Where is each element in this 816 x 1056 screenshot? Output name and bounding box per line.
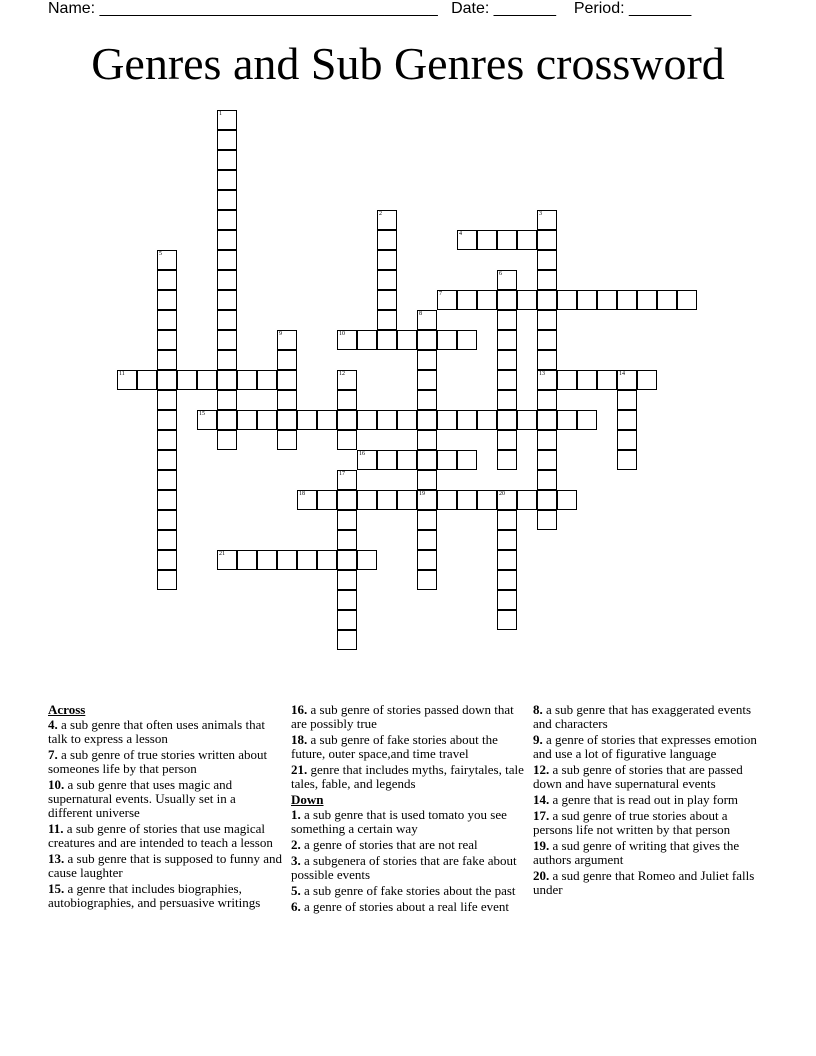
grid-cell[interactable] [617, 450, 637, 470]
cell-number: 13 [539, 371, 545, 377]
grid-cell[interactable] [337, 410, 357, 430]
clue-across-4: 4. a sub genre that often uses animals that talk to express a lesson [48, 717, 265, 746]
grid-cell[interactable] [357, 490, 377, 510]
grid-cell[interactable] [457, 330, 477, 350]
grid-cell[interactable] [237, 550, 257, 570]
grid-cell[interactable] [397, 450, 417, 470]
grid-cell[interactable] [377, 290, 397, 310]
clue-across-21: 21. genre that includes myths, fairytales, tale tales, fable, and legends [291, 762, 524, 791]
cell-number: 5 [159, 251, 162, 257]
period-line[interactable]: _______ [629, 0, 692, 17]
grid-cell[interactable] [277, 350, 297, 370]
cell-number: 15 [199, 411, 205, 417]
grid-cell[interactable] [417, 490, 437, 510]
clue-down-8: 8. a sub genre that has exaggerated events and characters [533, 702, 752, 731]
cell-number: 10 [339, 331, 345, 337]
grid-cell[interactable] [237, 410, 257, 430]
grid-cell[interactable] [557, 490, 577, 510]
grid-cell[interactable] [157, 310, 177, 330]
grid-cell[interactable] [337, 490, 357, 510]
grid-cell[interactable] [537, 490, 557, 510]
grid-cell[interactable] [217, 270, 237, 290]
grid-cell[interactable] [497, 490, 517, 510]
grid-cell[interactable] [357, 550, 377, 570]
grid-cell[interactable] [497, 450, 517, 470]
grid-cell[interactable] [217, 250, 237, 270]
grid-cell[interactable] [417, 350, 437, 370]
grid-cell[interactable] [217, 170, 237, 190]
grid-cell[interactable] [377, 310, 397, 330]
grid-cell[interactable] [497, 590, 517, 610]
cell-number: 18 [299, 491, 305, 497]
grid-cell[interactable] [217, 330, 237, 350]
grid-cell[interactable] [537, 350, 557, 370]
clue-across-13: 13. a sub genre that is supposed to funny and cause laughter [48, 851, 282, 880]
grid-cell[interactable] [677, 290, 697, 310]
date-label: Date: [451, 0, 490, 17]
grid-cell[interactable] [557, 410, 577, 430]
grid-cell[interactable] [617, 430, 637, 450]
grid-cell[interactable] [537, 430, 557, 450]
grid-cell[interactable] [437, 450, 457, 470]
grid-cell[interactable] [377, 410, 397, 430]
grid-cell[interactable] [537, 470, 557, 490]
down-heading: Down [291, 792, 324, 807]
cell-number: 19 [419, 491, 425, 497]
grid-cell[interactable] [417, 430, 437, 450]
clue-down-5: 5. a sub genre of fake stories about the past [291, 883, 516, 898]
grid-cell[interactable] [157, 390, 177, 410]
grid-cell[interactable] [377, 210, 397, 230]
grid-cell[interactable] [157, 570, 177, 590]
grid-cell[interactable] [157, 410, 177, 430]
grid-cell[interactable] [497, 370, 517, 390]
grid-cell[interactable] [417, 550, 437, 570]
clue-down-1: 1. a sub genre that is used tomato you see something a certain way [291, 807, 507, 836]
clue-down-6: 6. a genre of stories about a real life event [291, 899, 510, 914]
grid-cell[interactable] [617, 410, 637, 430]
grid-cell[interactable] [157, 430, 177, 450]
grid-cell[interactable] [417, 330, 437, 350]
grid-cell[interactable] [477, 290, 497, 310]
grid-cell[interactable] [457, 290, 477, 310]
cell-number: 3 [539, 211, 542, 217]
grid-cell[interactable] [297, 550, 317, 570]
grid-cell[interactable] [537, 330, 557, 350]
grid-cell[interactable] [637, 290, 657, 310]
grid-cell[interactable] [217, 550, 237, 570]
clue-across-18: 18. a sub genre of fake stories about the future, outer space,and time travel [291, 732, 498, 761]
grid-cell[interactable] [497, 390, 517, 410]
grid-cell[interactable] [417, 370, 437, 390]
grid-cell[interactable] [357, 330, 377, 350]
grid-cell[interactable] [217, 410, 237, 430]
grid-cell[interactable] [537, 410, 557, 430]
grid-cell[interactable] [197, 370, 217, 390]
clue-down-17: 17. a sud genre of true stories about a persons life not written by that person [533, 808, 731, 837]
grid-cell[interactable] [557, 290, 577, 310]
cell-number: 17 [339, 471, 345, 477]
across-heading: Across [48, 702, 86, 717]
grid-cell[interactable] [217, 110, 237, 130]
clues-column-1 [48, 703, 283, 912]
across-list-part-1 [48, 718, 283, 910]
grid-cell[interactable] [317, 550, 337, 570]
grid-cell[interactable] [337, 330, 357, 350]
grid-cell[interactable] [297, 410, 317, 430]
grid-cell[interactable] [277, 390, 297, 410]
clue-across-7: 7. a sub genre of true stories written about someones life by that person [48, 747, 268, 776]
grid-cell[interactable] [217, 310, 237, 330]
grid-cell[interactable] [137, 370, 157, 390]
grid-cell[interactable] [217, 210, 237, 230]
grid-cell[interactable] [337, 590, 357, 610]
grid-cell[interactable] [157, 270, 177, 290]
grid-cell[interactable] [157, 290, 177, 310]
page-title: Genres and Sub Genres crossword [91, 38, 725, 89]
grid-cell[interactable] [297, 490, 317, 510]
grid-cell[interactable] [517, 410, 537, 430]
clue-down-2: 2. a genre of stories that are not real [291, 837, 478, 852]
grid-cell[interactable] [377, 230, 397, 250]
grid-cell[interactable] [437, 410, 457, 430]
grid-cell[interactable] [597, 370, 617, 390]
grid-cell[interactable] [397, 490, 417, 510]
date-line[interactable]: _______ [493, 0, 557, 17]
grid-cell[interactable] [277, 430, 297, 450]
grid-cell[interactable] [417, 530, 437, 550]
grid-cell[interactable] [417, 390, 437, 410]
grid-cell[interactable] [157, 470, 177, 490]
grid-cell[interactable] [157, 350, 177, 370]
grid-cell[interactable] [517, 230, 537, 250]
grid-cell[interactable] [497, 310, 517, 330]
grid-cell[interactable] [497, 230, 517, 250]
grid-cell[interactable] [417, 510, 437, 530]
grid-cell[interactable] [497, 550, 517, 570]
cell-number: 12 [339, 371, 345, 377]
cell-number: 20 [499, 491, 505, 497]
clues-column-2 [291, 703, 526, 916]
clue-across-11: 11. a sub genre of stories that use magical creatures and are intended to teach a lesson [48, 821, 273, 850]
grid-cell[interactable] [337, 630, 357, 650]
grid-cell[interactable] [117, 370, 137, 390]
grid-cell[interactable] [217, 230, 237, 250]
clue-across-16: 16. a sub genre of stories passed down that are possibly true [291, 702, 514, 731]
grid-cell[interactable] [217, 130, 237, 150]
grid-cell[interactable] [537, 270, 557, 290]
grid-cell[interactable] [477, 230, 497, 250]
cell-number: 7 [439, 291, 442, 297]
grid-cell[interactable] [657, 290, 677, 310]
grid-cell[interactable] [417, 570, 437, 590]
grid-cell[interactable] [277, 550, 297, 570]
grid-cell[interactable] [157, 330, 177, 350]
grid-cell[interactable] [257, 410, 277, 430]
cell-number: 4 [459, 231, 462, 237]
grid-cell[interactable] [497, 290, 517, 310]
grid-cell[interactable] [497, 510, 517, 530]
grid-cell[interactable] [577, 370, 597, 390]
grid-cell[interactable] [337, 430, 357, 450]
grid-cell[interactable] [277, 410, 297, 430]
grid-cell[interactable] [377, 450, 397, 470]
grid-cell[interactable] [157, 490, 177, 510]
grid-cell[interactable] [517, 490, 537, 510]
grid-cell[interactable] [537, 310, 557, 330]
grid-cell[interactable] [497, 330, 517, 350]
name-label: Name: [48, 0, 96, 17]
clue-down-12: 12. a sub genre of stories that are passed down and have supernatural events [533, 762, 743, 791]
grid-cell[interactable] [217, 350, 237, 370]
cell-number: 16 [359, 451, 365, 457]
grid-cell[interactable] [457, 490, 477, 510]
grid-cell[interactable] [157, 510, 177, 530]
grid-cell[interactable] [397, 410, 417, 430]
cell-number: 9 [279, 331, 282, 337]
grid-cell[interactable] [157, 550, 177, 570]
grid-cell[interactable] [217, 290, 237, 310]
grid-cell[interactable] [277, 370, 297, 390]
grid-cell[interactable] [317, 490, 337, 510]
grid-cell[interactable] [257, 370, 277, 390]
grid-cell[interactable] [537, 210, 557, 230]
grid-cell[interactable] [537, 450, 557, 470]
grid-cell[interactable] [437, 330, 457, 350]
grid-cell[interactable] [537, 290, 557, 310]
grid-cell[interactable] [537, 370, 557, 390]
cell-number: 6 [499, 271, 502, 277]
grid-cell[interactable] [497, 430, 517, 450]
grid-cell[interactable] [377, 270, 397, 290]
grid-cell[interactable] [417, 410, 437, 430]
grid-cell[interactable] [537, 510, 557, 530]
grid-cell[interactable] [497, 570, 517, 590]
grid-cell[interactable] [317, 410, 337, 430]
grid-cell[interactable] [237, 370, 257, 390]
cell-number: 2 [379, 211, 382, 217]
grid-cell[interactable] [157, 450, 177, 470]
grid-cell[interactable] [617, 290, 637, 310]
clue-across-10: 10. a sub genre that uses magic and supernatural events. Usually set in a different universe [48, 777, 236, 820]
period-label: Period: [573, 0, 625, 17]
grid-cell[interactable] [337, 390, 357, 410]
grid-cell[interactable] [217, 390, 237, 410]
clue-down-9: 9. a genre of stories that expresses emotion and use a lot of figurative language [533, 732, 757, 761]
grid-cell[interactable] [157, 530, 177, 550]
grid-cell[interactable] [337, 570, 357, 590]
clues-column-3 [533, 703, 768, 899]
grid-cell[interactable] [437, 290, 457, 310]
grid-cell[interactable] [537, 250, 557, 270]
grid-cell[interactable] [617, 390, 637, 410]
grid-cell[interactable] [417, 310, 437, 330]
grid-cell[interactable] [497, 350, 517, 370]
grid-cell[interactable] [377, 490, 397, 510]
grid-cell[interactable] [337, 470, 357, 490]
grid-cell[interactable] [497, 530, 517, 550]
grid-cell[interactable] [177, 370, 197, 390]
grid-cell[interactable] [217, 190, 237, 210]
grid-cell[interactable] [157, 250, 177, 270]
grid-cell[interactable] [537, 230, 557, 250]
grid-cell[interactable] [337, 370, 357, 390]
grid-cell[interactable] [217, 150, 237, 170]
cell-number: 1 [219, 111, 222, 117]
grid-cell[interactable] [557, 370, 577, 390]
cell-number: 11 [119, 371, 125, 377]
clue-down-19: 19. a sud genre of writing that gives the authors argument [533, 838, 740, 867]
grid-cell[interactable] [357, 410, 377, 430]
grid-cell[interactable] [537, 390, 557, 410]
grid-cell[interactable] [637, 370, 657, 390]
grid-cell[interactable] [617, 370, 637, 390]
grid-cell[interactable] [457, 410, 477, 430]
clue-down-3: 3. a subgenera of stories that are fake about possible events [291, 853, 517, 882]
grid-cell[interactable] [337, 550, 357, 570]
grid-cell[interactable] [457, 450, 477, 470]
grid-cell[interactable] [517, 290, 537, 310]
grid-cell[interactable] [437, 490, 457, 510]
grid-cell[interactable] [477, 410, 497, 430]
clue-down-14: 14. a genre that is read out in play form [533, 792, 739, 807]
clue-across-15: 15. a genre that includes biographies, autobiographies, and persuasive writings [48, 881, 261, 910]
grid-cell[interactable] [357, 450, 377, 470]
grid-cell[interactable] [257, 550, 277, 570]
grid-cell[interactable] [337, 610, 357, 630]
grid-cell[interactable] [377, 330, 397, 350]
grid-cell[interactable] [217, 370, 237, 390]
grid-cell[interactable] [277, 330, 297, 350]
grid-cell[interactable] [497, 270, 517, 290]
grid-cell[interactable] [457, 230, 477, 250]
grid-cell[interactable] [157, 370, 177, 390]
grid-cell[interactable] [397, 330, 417, 350]
cell-number: 21 [219, 551, 225, 557]
cell-number: 8 [419, 311, 422, 317]
grid-cell[interactable] [197, 410, 217, 430]
grid-cell[interactable] [577, 290, 597, 310]
grid-cell[interactable] [477, 490, 497, 510]
clue-down-20: 20. a sud genre that Romeo and Juliet falls under [533, 868, 755, 897]
grid-cell[interactable] [497, 610, 517, 630]
grid-cell[interactable] [497, 410, 517, 430]
grid-cell[interactable] [597, 290, 617, 310]
grid-cell[interactable] [577, 410, 597, 430]
grid-cell[interactable] [417, 450, 437, 470]
grid-cell[interactable] [417, 470, 437, 490]
cell-number: 14 [619, 371, 625, 377]
grid-cell[interactable] [337, 510, 357, 530]
grid-cell[interactable] [337, 530, 357, 550]
grid-cell[interactable] [377, 250, 397, 270]
name-line[interactable]: ______________________________________ [99, 0, 438, 17]
grid-cell[interactable] [217, 430, 237, 450]
